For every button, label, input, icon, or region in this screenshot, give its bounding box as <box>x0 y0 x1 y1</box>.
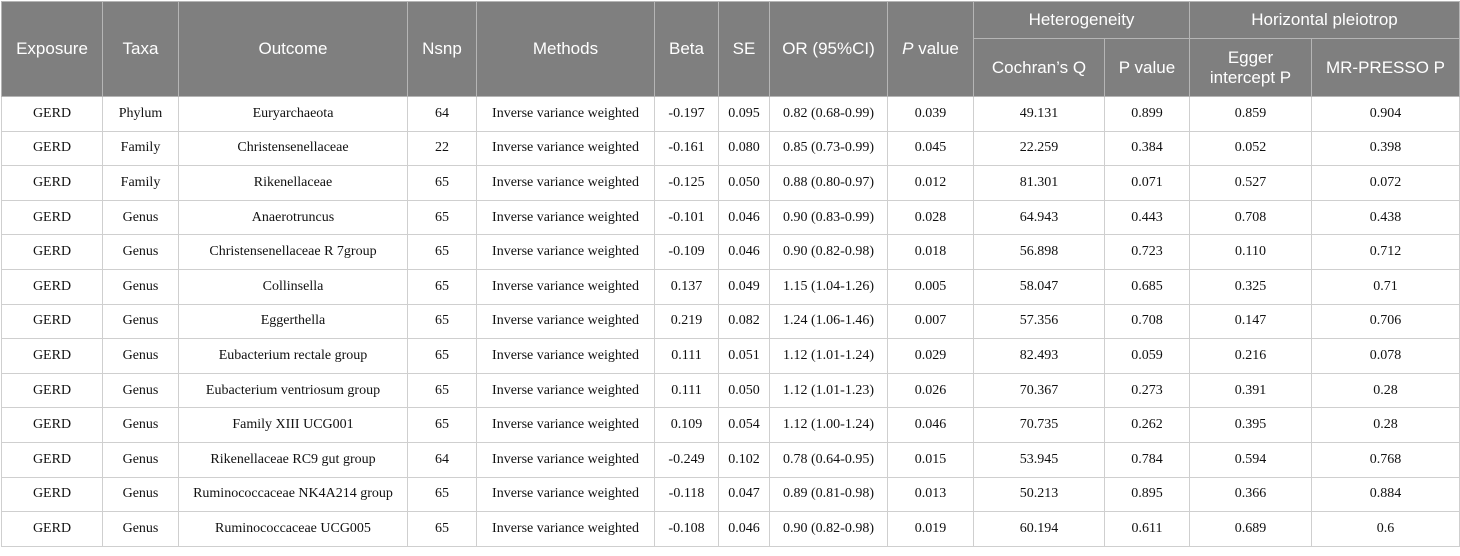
cell-method: Inverse variance weighted <box>477 373 655 408</box>
cell-outcome: Christensenellaceae R 7group <box>179 235 408 270</box>
cell-exposure: GERD <box>2 373 103 408</box>
cell-p-value: 0.012 <box>888 166 974 201</box>
cell-taxa: Genus <box>103 269 179 304</box>
cell-egger-intercept-p: 0.216 <box>1190 339 1312 374</box>
cell-beta: -0.109 <box>655 235 719 270</box>
cell-nsnp: 65 <box>408 373 477 408</box>
header-methods: Methods <box>477 2 655 97</box>
table-row <box>2 339 1460 374</box>
cell-taxa: Family <box>103 166 179 201</box>
cell-het-p-value: 0.895 <box>1105 477 1190 512</box>
table-header <box>2 2 1460 97</box>
cell-het-p-value: 0.273 <box>1105 373 1190 408</box>
cell-or: 1.12 (1.01-1.23) <box>770 373 888 408</box>
cell-exposure: GERD <box>2 442 103 477</box>
cell-mr-presso-p: 0.904 <box>1312 97 1460 132</box>
cell-taxa: Genus <box>103 339 179 374</box>
cell-cochran-q: 81.301 <box>974 166 1105 201</box>
cell-nsnp: 64 <box>408 442 477 477</box>
cell-het-p-value: 0.723 <box>1105 235 1190 270</box>
cell-egger-intercept-p: 0.366 <box>1190 477 1312 512</box>
cell-cochran-q: 70.367 <box>974 373 1105 408</box>
table-row <box>2 512 1460 547</box>
cell-exposure: GERD <box>2 304 103 339</box>
cell-egger-intercept-p: 0.325 <box>1190 269 1312 304</box>
cell-egger-intercept-p: 0.395 <box>1190 408 1312 443</box>
cell-beta: -0.108 <box>655 512 719 547</box>
cell-het-p-value: 0.611 <box>1105 512 1190 547</box>
cell-or: 0.89 (0.81-0.98) <box>770 477 888 512</box>
cell-nsnp: 65 <box>408 477 477 512</box>
cell-nsnp: 64 <box>408 97 477 132</box>
cell-method: Inverse variance weighted <box>477 477 655 512</box>
cell-egger-intercept-p: 0.391 <box>1190 373 1312 408</box>
cell-se: 0.102 <box>719 442 770 477</box>
cell-mr-presso-p: 0.28 <box>1312 373 1460 408</box>
table-row <box>2 477 1460 512</box>
cell-cochran-q: 82.493 <box>974 339 1105 374</box>
cell-cochran-q: 57.356 <box>974 304 1105 339</box>
header-p-suffix: value <box>913 39 959 59</box>
cell-or: 0.90 (0.83-0.99) <box>770 200 888 235</box>
cell-p-value: 0.028 <box>888 200 974 235</box>
header-exposure: Exposure <box>2 2 103 97</box>
cell-egger-intercept-p: 0.594 <box>1190 442 1312 477</box>
cell-outcome: Rikenellaceae <box>179 166 408 201</box>
cell-exposure: GERD <box>2 339 103 374</box>
cell-method: Inverse variance weighted <box>477 304 655 339</box>
cell-nsnp: 65 <box>408 166 477 201</box>
table-row <box>2 408 1460 443</box>
cell-mr-presso-p: 0.71 <box>1312 269 1460 304</box>
header-cochran-q: Cochran’s Q <box>974 39 1105 97</box>
cell-or: 1.24 (1.06-1.46) <box>770 304 888 339</box>
cell-egger-intercept-p: 0.859 <box>1190 97 1312 132</box>
cell-or: 0.90 (0.82-0.98) <box>770 512 888 547</box>
cell-taxa: Genus <box>103 512 179 547</box>
cell-method: Inverse variance weighted <box>477 97 655 132</box>
cell-beta: 0.219 <box>655 304 719 339</box>
cell-mr-presso-p: 0.6 <box>1312 512 1460 547</box>
cell-or: 0.78 (0.64-0.95) <box>770 442 888 477</box>
cell-het-p-value: 0.784 <box>1105 442 1190 477</box>
cell-or: 0.90 (0.82-0.98) <box>770 235 888 270</box>
cell-method: Inverse variance weighted <box>477 408 655 443</box>
cell-egger-intercept-p: 0.689 <box>1190 512 1312 547</box>
cell-exposure: GERD <box>2 166 103 201</box>
cell-method: Inverse variance weighted <box>477 269 655 304</box>
cell-outcome: Collinsella <box>179 269 408 304</box>
cell-outcome: Family XIII UCG001 <box>179 408 408 443</box>
cell-het-p-value: 0.443 <box>1105 200 1190 235</box>
cell-outcome: Rikenellaceae RC9 gut group <box>179 442 408 477</box>
cell-cochran-q: 22.259 <box>974 131 1105 166</box>
table-row <box>2 166 1460 201</box>
cell-method: Inverse variance weighted <box>477 512 655 547</box>
header-outcome: Outcome <box>179 2 408 97</box>
cell-taxa: Phylum <box>103 97 179 132</box>
cell-se: 0.049 <box>719 269 770 304</box>
cell-se: 0.046 <box>719 200 770 235</box>
cell-se: 0.046 <box>719 235 770 270</box>
cell-mr-presso-p: 0.884 <box>1312 477 1460 512</box>
cell-cochran-q: 56.898 <box>974 235 1105 270</box>
cell-nsnp: 65 <box>408 269 477 304</box>
cell-mr-presso-p: 0.706 <box>1312 304 1460 339</box>
cell-cochran-q: 64.943 <box>974 200 1105 235</box>
cell-mr-presso-p: 0.078 <box>1312 339 1460 374</box>
cell-mr-presso-p: 0.28 <box>1312 408 1460 443</box>
table-row <box>2 373 1460 408</box>
cell-cochran-q: 70.735 <box>974 408 1105 443</box>
cell-egger-intercept-p: 0.708 <box>1190 200 1312 235</box>
cell-p-value: 0.015 <box>888 442 974 477</box>
header-se: SE <box>719 2 770 97</box>
cell-cochran-q: 53.945 <box>974 442 1105 477</box>
cell-p-value: 0.005 <box>888 269 974 304</box>
cell-egger-intercept-p: 0.147 <box>1190 304 1312 339</box>
table-row <box>2 304 1460 339</box>
table-row <box>2 97 1460 132</box>
cell-p-value: 0.013 <box>888 477 974 512</box>
cell-se: 0.082 <box>719 304 770 339</box>
cell-beta: 0.111 <box>655 339 719 374</box>
cell-het-p-value: 0.059 <box>1105 339 1190 374</box>
mr-results-table <box>1 1 1460 547</box>
cell-method: Inverse variance weighted <box>477 200 655 235</box>
cell-mr-presso-p: 0.712 <box>1312 235 1460 270</box>
cell-egger-intercept-p: 0.052 <box>1190 131 1312 166</box>
cell-beta: -0.118 <box>655 477 719 512</box>
header-or: OR (95%CI) <box>770 2 888 97</box>
cell-beta: -0.125 <box>655 166 719 201</box>
cell-mr-presso-p: 0.072 <box>1312 166 1460 201</box>
header-p-value <box>888 2 974 97</box>
cell-het-p-value: 0.899 <box>1105 97 1190 132</box>
cell-nsnp: 65 <box>408 304 477 339</box>
cell-p-value: 0.026 <box>888 373 974 408</box>
cell-se: 0.046 <box>719 512 770 547</box>
cell-se: 0.050 <box>719 166 770 201</box>
header-mr-presso-p: MR-PRESSO P <box>1312 39 1460 97</box>
cell-beta: 0.109 <box>655 408 719 443</box>
cell-taxa: Genus <box>103 408 179 443</box>
cell-method: Inverse variance weighted <box>477 442 655 477</box>
table-row <box>2 269 1460 304</box>
header-heterogeneity: Heterogeneity <box>974 2 1190 39</box>
cell-taxa: Genus <box>103 442 179 477</box>
cell-p-value: 0.046 <box>888 408 974 443</box>
cell-het-p-value: 0.262 <box>1105 408 1190 443</box>
cell-beta: 0.111 <box>655 373 719 408</box>
cell-outcome: Anaerotruncus <box>179 200 408 235</box>
cell-outcome: Euryarchaeota <box>179 97 408 132</box>
cell-p-value: 0.018 <box>888 235 974 270</box>
cell-p-value: 0.045 <box>888 131 974 166</box>
cell-method: Inverse variance weighted <box>477 339 655 374</box>
cell-cochran-q: 60.194 <box>974 512 1105 547</box>
cell-nsnp: 22 <box>408 131 477 166</box>
header-horizontal-pleiotropy: Horizontal pleiotrop <box>1190 2 1460 39</box>
cell-nsnp: 65 <box>408 339 477 374</box>
table-row <box>2 131 1460 166</box>
cell-outcome: Christensenellaceae <box>179 131 408 166</box>
cell-beta: -0.249 <box>655 442 719 477</box>
cell-nsnp: 65 <box>408 512 477 547</box>
cell-method: Inverse variance weighted <box>477 166 655 201</box>
cell-taxa: Genus <box>103 200 179 235</box>
header-egger-intercept-p: Egger intercept P <box>1190 39 1312 97</box>
header-p-letter: P <box>902 39 914 59</box>
cell-method: Inverse variance weighted <box>477 131 655 166</box>
cell-se: 0.080 <box>719 131 770 166</box>
cell-taxa: Family <box>103 131 179 166</box>
cell-beta: 0.137 <box>655 269 719 304</box>
cell-het-p-value: 0.384 <box>1105 131 1190 166</box>
cell-cochran-q: 50.213 <box>974 477 1105 512</box>
cell-exposure: GERD <box>2 512 103 547</box>
cell-exposure: GERD <box>2 235 103 270</box>
cell-taxa: Genus <box>103 235 179 270</box>
cell-se: 0.050 <box>719 373 770 408</box>
cell-or: 1.15 (1.04-1.26) <box>770 269 888 304</box>
cell-het-p-value: 0.708 <box>1105 304 1190 339</box>
cell-method: Inverse variance weighted <box>477 235 655 270</box>
header-taxa: Taxa <box>103 2 179 97</box>
cell-or: 0.82 (0.68-0.99) <box>770 97 888 132</box>
cell-se: 0.047 <box>719 477 770 512</box>
cell-cochran-q: 49.131 <box>974 97 1105 132</box>
cell-beta: -0.161 <box>655 131 719 166</box>
cell-p-value: 0.039 <box>888 97 974 132</box>
cell-beta: -0.101 <box>655 200 719 235</box>
cell-taxa: Genus <box>103 373 179 408</box>
cell-exposure: GERD <box>2 131 103 166</box>
cell-het-p-value: 0.685 <box>1105 269 1190 304</box>
cell-outcome: Ruminococcaceae NK4A214 group <box>179 477 408 512</box>
cell-outcome: Eggerthella <box>179 304 408 339</box>
header-het-p-value: P value <box>1105 39 1190 97</box>
cell-exposure: GERD <box>2 408 103 443</box>
cell-mr-presso-p: 0.768 <box>1312 442 1460 477</box>
cell-mr-presso-p: 0.398 <box>1312 131 1460 166</box>
cell-exposure: GERD <box>2 200 103 235</box>
cell-nsnp: 65 <box>408 200 477 235</box>
cell-taxa: Genus <box>103 304 179 339</box>
cell-egger-intercept-p: 0.527 <box>1190 166 1312 201</box>
cell-or: 0.88 (0.80-0.97) <box>770 166 888 201</box>
cell-or: 0.85 (0.73-0.99) <box>770 131 888 166</box>
cell-taxa: Genus <box>103 477 179 512</box>
cell-nsnp: 65 <box>408 408 477 443</box>
cell-outcome: Ruminococcaceae UCG005 <box>179 512 408 547</box>
header-nsnp: Nsnp <box>408 2 477 97</box>
cell-outcome: Eubacterium rectale group <box>179 339 408 374</box>
table-row <box>2 200 1460 235</box>
table-row <box>2 235 1460 270</box>
cell-egger-intercept-p: 0.110 <box>1190 235 1312 270</box>
header-beta: Beta <box>655 2 719 97</box>
cell-or: 1.12 (1.01-1.24) <box>770 339 888 374</box>
table-body <box>2 97 1460 547</box>
cell-se: 0.095 <box>719 97 770 132</box>
cell-exposure: GERD <box>2 269 103 304</box>
cell-beta: -0.197 <box>655 97 719 132</box>
cell-p-value: 0.029 <box>888 339 974 374</box>
cell-het-p-value: 0.071 <box>1105 166 1190 201</box>
cell-se: 0.051 <box>719 339 770 374</box>
cell-se: 0.054 <box>719 408 770 443</box>
cell-mr-presso-p: 0.438 <box>1312 200 1460 235</box>
cell-nsnp: 65 <box>408 235 477 270</box>
cell-p-value: 0.019 <box>888 512 974 547</box>
table-row <box>2 442 1460 477</box>
cell-or: 1.12 (1.00-1.24) <box>770 408 888 443</box>
cell-exposure: GERD <box>2 477 103 512</box>
cell-outcome: Eubacterium ventriosum group <box>179 373 408 408</box>
cell-exposure: GERD <box>2 97 103 132</box>
cell-p-value: 0.007 <box>888 304 974 339</box>
cell-cochran-q: 58.047 <box>974 269 1105 304</box>
